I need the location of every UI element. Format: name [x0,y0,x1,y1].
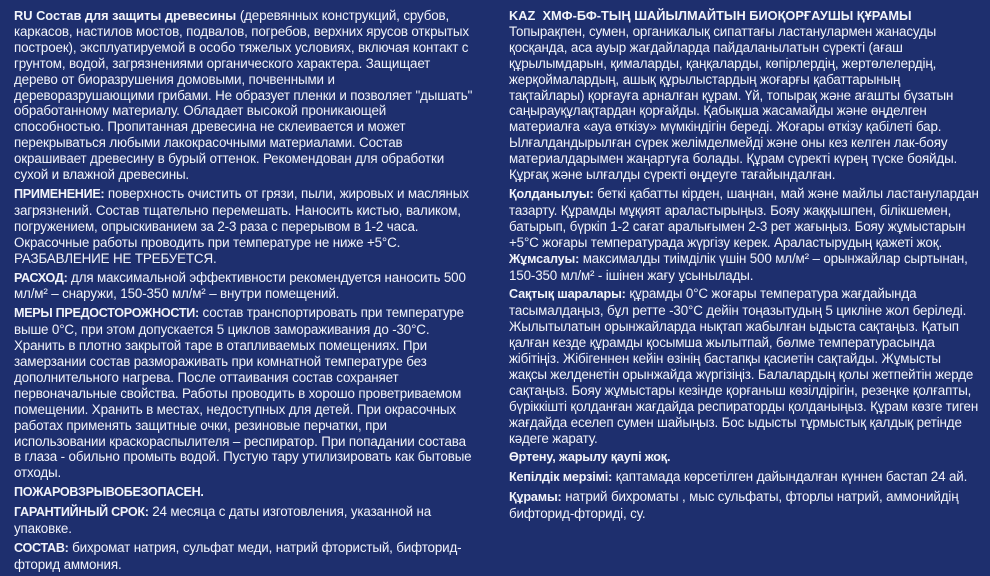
kz-fire-safety [509,449,979,466]
kz-application [509,186,979,283]
ru-composition [14,540,476,573]
kz-safety [509,286,979,446]
ru-title: Состав для защиты древесины [36,8,237,23]
ru-consumption-text: для максимальной эффективности рекомендуется наносить 500 мл/м² – снаружи, 150-350 мл/м² – внутри помещений. [14,269,466,302]
ru-consumption [14,270,476,303]
kz-warranty-text: қаптамада көрсетілген дайындалған күннен бастап 24 ай. [615,469,968,485]
ru-consumption-label: РАСХОД: [14,270,68,285]
ru-precautions [14,305,476,481]
ru-intro-paragraph [14,8,476,183]
kz-lang-code: KAZ [509,8,536,23]
kz-application-label: Қолданылуы: [509,186,594,201]
kz-intro-paragraph [509,8,979,183]
ru-fire-safety-text: ПОЖАРОВЗРЫВОБЕЗОПАСЕН. [14,485,204,500]
ru-composition-label: СОСТАВ: [14,541,69,555]
kz-safety-label: Сақтық шаралары: [509,287,626,302]
ru-application-label: ПРИМЕНЕНИЕ: [14,186,105,201]
ru-warranty [14,504,476,537]
kz-intro-text: Топырақпен, сумен, органикалық сипаттағы ластанулармен жанасуды қосқанда, аса ауыр жағдайларда пайдаланылатын сүректі (ағаш құрылымдарын, қималарды, қаңқаларды, көпірлердің, жертөлелердің, жерқоймалардың, ашық құрылыстардың жоғарғы қабаттарының тақтайлары) қорғауға арналған құрам. Үй, топырақ және ағашты бүзатын саңырауқұлақтардан қорғайды. Қабықша жасамайды және өңделген материалға «ауа өткізу» мүмкіндігін береді. Жоғары өткізу қабілеті бар. Ылғалдандырылған сүрек желімделмейді және оны кез келген лак-бояу материалдарымен жаңартуға болады. Құрам сүректі күрең түске бояйды. Құрғақ және ылғалды сүректі өңдеуге тағайындалған. [509,23,958,183]
ru-intro-text: (деревянных конструкций, срубов, каркасов, настилов мостов, подвалов, погребов, верхних ярусов открытых построек), эксплуатируемой в особо тяжелых условиях, включая контакт с грунтом, водой, загрязнениями органического характера. Защищает дерево от биоразрушения домовыми, почвенными и дереворазрушающими грибами. Не образует пленки и позволяет "дышать" обработанному материалу. Обладает высокой проникающей способностью. Пропитанная древесина не склеивается и может перекрываться любыми лакокрасочными материалами. Состав окрашивает древесину в бурый оттенок. Рекомендован для обработки сухой и влажной древесины. [14,8,473,183]
ru-precautions-label: МЕРЫ ПРЕДОСТОРОЖНОСТИ: [14,306,199,321]
kz-warranty [509,469,979,486]
kz-composition [509,489,979,522]
kz-safety-text: құрамды 0°С жоғары температура жағдайында тасымалдаңыз, бұл ретте -30°С дейін тоңазытудың 5 цикліне жол беріледі. Жылытылатын орынжайларда нықтап жабылған ыдыста сақтаңыз. Қатып қалған кезде құрамды қосымша жылытпай, бөлме температурасында жібітіңіз. Жібігеннен кейін өзінің бастапқы қасиетін сақтайды. Жұмысты жақсы желденетін орынжайда жүргізіңіз. Балалардың қолы жетпейтін жерде сақтаңыз. Бояу жұмыстары кезінде қорғаныш көзілдірігін, резеңке қолғапты, бүріккішті қолданған жағдайда респираторды қолданыңыз. Құрам көзге тиген жағдайда еселеп сумен шайыңыз. Бос ыдысты тұрмыстық қалдық ретінде кәдеге жарату. [509,286,979,446]
russian-column [14,8,476,576]
kz-application-text: беткі қабатты кірден, шаңнан, май және майлы ластанулардан тазарту. Құрамды мұқият араластырыңыз. Бояу жаққышпен, білікшемен, батырып, бүркіп 1-2 сағат аралығымен 2-3 рет жағыңыз. Бояу жұмыстарын +5°С жоғары температурада жүргізу керек. Араластырудың қажеті жоқ. [509,185,979,250]
kz-fire-safety-text: Өртену, жарылу қаупі жоқ. [509,450,671,465]
kz-consumption-text: максималды тиімділік үшін 500 мл/м² – орынжайлар сыртынан, 150-350 мл/м² - ішінен жағу ұсынылады. [509,250,968,283]
kz-consumption-label: Жұмсалуы: [509,251,580,266]
ru-application-note: РАЗБАВЛЕНИЕ НЕ ТРЕБУЕТСЯ. [14,250,217,266]
ru-fire-safety [14,484,476,501]
kazakh-column [509,8,979,525]
kz-composition-text: натрий бихроматы , мыс сульфаты, фторлы натрий, аммонийдің бифторид-фториді, су. [509,489,959,522]
ru-composition-text: бихромат натрия, сульфат меди, натрий фтористый, бифторид-фторид аммония. [14,540,462,572]
ru-precautions-text: состав транспортировать при температуре выше 0°С, при этом допускается 5 циклов замораживания до -30°С. Хранить в плотно закрытой таре в отапливаемых помещениях. При замерзании состав размораживать при комнатной температуре без дополнительного нагрева. После оттаивания состав сохраняет первоначальные свойства. Работы проводить в хорошо проветриваемом помещении. Хранить в местах, недоступных для детей. При окрасочных работах применять защитные очки, резиновые перчатки, при использовании краскораспылителя – респиратор. При попадании состава в глаза - обильно промыть водой. Пустую тару утилизировать как бытовые отходы. [14,305,472,481]
ru-lang-code: RU [14,8,33,23]
ru-warranty-text: 24 месяца с даты изготовления, указанной на упаковке. [14,504,432,537]
ru-application-text: поверхность очистить от грязи, пыли, жировых и масляных загрязнений. Состав тщательно перемешать. Наносить кистью, валиком, погружением, опрыскиванием за 2-3 раза с перерывом в 1-2 часа. Окрасочные работы проводить при температуре не ниже +5°С. [14,185,469,250]
ru-application [14,186,476,267]
kz-warranty-label: Кепілдік мерзімі: [509,470,613,485]
ru-warranty-label: ГАРАНТИЙНЫЙ СРОК: [14,505,149,520]
kz-composition-label: Құрамы: [509,490,562,505]
kz-title: ХМФ-БФ-ТЫҢ ШАЙЫЛМАЙТЫН БИОҚОРҒАУШЫ ҚҰРАМЫ [542,8,912,23]
